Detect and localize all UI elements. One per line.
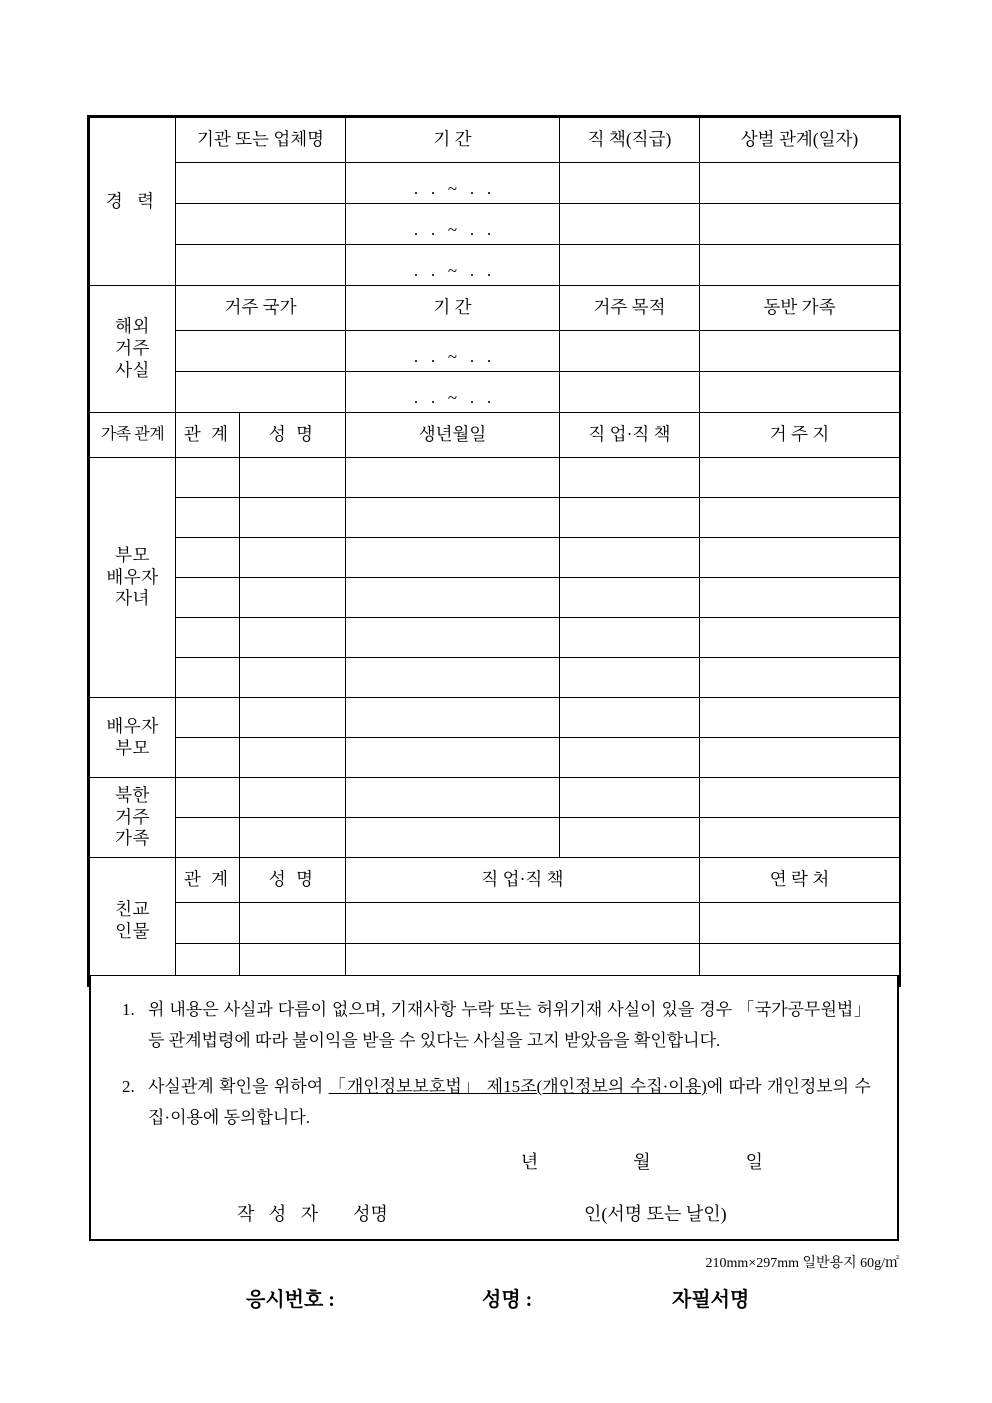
family-residence-cell[interactable]	[700, 658, 900, 698]
family-birthdate-cell[interactable]	[346, 818, 560, 858]
family-job-cell[interactable]	[560, 818, 700, 858]
family-residence-cell[interactable]	[700, 778, 900, 818]
overseas-label-line: 거주	[115, 338, 150, 359]
family-birthdate-cell[interactable]	[346, 778, 560, 818]
acquaintance-row	[90, 903, 900, 944]
family-relation-cell[interactable]	[176, 458, 240, 498]
declaration-block	[89, 975, 899, 1241]
paper-spec-label: 210mm×297mm 일반용지 60g/㎡	[705, 1256, 899, 1271]
family-job-cell[interactable]	[560, 458, 700, 498]
date-pattern: . . ~ . .	[413, 261, 492, 281]
family-group-label-line: 북한	[115, 784, 150, 805]
declaration-text-before: 사실관계 확인을 위하여	[148, 1076, 329, 1096]
acquaintance-label-line: 인물	[115, 921, 150, 941]
acquaintance-header-job: 직 업·직 책	[346, 858, 700, 903]
family-relation-cell[interactable]	[176, 778, 240, 818]
family-row	[90, 578, 900, 618]
family-name-cell[interactable]	[240, 698, 346, 738]
date-line	[117, 1148, 871, 1174]
career-header-period: 기 간	[346, 118, 560, 163]
acquaintance-header-contact: 연 락 처	[700, 858, 900, 903]
month-label: 월	[633, 1151, 651, 1172]
family-row	[90, 818, 900, 858]
applicant-name-label: 성명 :	[482, 1289, 533, 1311]
family-birthdate-cell[interactable]	[346, 738, 560, 778]
career-row	[90, 245, 900, 286]
family-header-row	[90, 413, 900, 458]
career-header-org: 기관 또는 업체명	[176, 118, 346, 163]
career-period-cell[interactable]	[346, 245, 560, 286]
overseas-label	[90, 286, 176, 413]
family-birthdate-cell[interactable]	[346, 538, 560, 578]
family-residence-cell[interactable]	[700, 578, 900, 618]
family-job-cell[interactable]	[560, 658, 700, 698]
family-group-label-line: 배우자	[106, 715, 159, 736]
overseas-purpose-cell[interactable]	[560, 372, 700, 413]
family-birthdate-cell[interactable]	[346, 578, 560, 618]
declaration-item-number: 1.	[122, 1000, 135, 1019]
career-org-cell[interactable]	[176, 204, 346, 245]
acquaintance-job-cell[interactable]	[346, 903, 700, 944]
family-job-cell[interactable]	[560, 498, 700, 538]
acquaintance-header-relation: 관 계	[176, 858, 240, 903]
family-group-label-line: 부모	[115, 737, 150, 758]
family-corner-label: 가족 관계	[90, 413, 176, 458]
family-group-label-line: 자녀	[115, 588, 150, 609]
overseas-label-line: 사실	[115, 359, 150, 380]
acquaintance-relation-cell[interactable]	[176, 903, 240, 944]
family-group-label-spouse-parents	[90, 698, 176, 778]
family-relation-cell[interactable]	[176, 818, 240, 858]
date-pattern: . . ~ . .	[413, 220, 492, 240]
overseas-period-cell[interactable]	[346, 331, 560, 372]
career-position-cell[interactable]	[560, 204, 700, 245]
career-header-awards: 상벌 관계(일자)	[700, 118, 900, 163]
family-header-relation: 관 계	[176, 413, 240, 458]
family-residence-cell[interactable]	[700, 458, 900, 498]
family-birthdate-cell[interactable]	[346, 658, 560, 698]
family-birthdate-cell[interactable]	[346, 698, 560, 738]
overseas-header-period: 기 간	[346, 286, 560, 331]
overseas-purpose-cell[interactable]	[560, 331, 700, 372]
main-form-table	[89, 117, 899, 985]
acquaintance-contact-cell[interactable]	[700, 903, 900, 944]
family-header-job: 직 업·직 책	[560, 413, 700, 458]
family-group-label-line: 거주	[115, 806, 150, 827]
family-group-label-line: 가족	[115, 828, 150, 849]
date-pattern: . . ~ . .	[413, 179, 492, 199]
career-header-position: 직 책(직급)	[560, 118, 700, 163]
family-relation-cell[interactable]	[176, 738, 240, 778]
family-row	[90, 738, 900, 778]
stamp-label: 인(서명 또는 날인)	[583, 1203, 727, 1224]
family-name-cell[interactable]	[240, 458, 346, 498]
family-job-cell[interactable]	[560, 698, 700, 738]
family-row	[90, 458, 900, 498]
family-relation-cell[interactable]	[176, 498, 240, 538]
declaration-text-after: 에 따라 개인정보의 수집·이용에 동의합니다.	[148, 1076, 871, 1128]
family-relation-cell[interactable]	[176, 538, 240, 578]
acquaintance-name-cell[interactable]	[240, 903, 346, 944]
family-residence-cell[interactable]	[700, 498, 900, 538]
overseas-family-cell[interactable]	[700, 372, 900, 413]
family-row	[90, 538, 900, 578]
declaration-item-2	[117, 1071, 871, 1134]
family-header-birthdate: 생년월일	[346, 413, 560, 458]
overseas-period-cell[interactable]	[346, 372, 560, 413]
family-name-cell[interactable]	[240, 778, 346, 818]
family-birthdate-cell[interactable]	[346, 458, 560, 498]
signature-line	[117, 1200, 871, 1226]
career-period-cell[interactable]	[346, 204, 560, 245]
overseas-label-line: 해외	[115, 316, 150, 337]
career-period-cell[interactable]	[346, 163, 560, 204]
career-org-cell[interactable]	[176, 163, 346, 204]
career-awards-cell[interactable]	[700, 245, 900, 286]
family-group-label-line: 부모	[115, 544, 150, 565]
family-row	[90, 658, 900, 698]
declaration-item-text: 위 내용은 사실과 다름이 없으며, 기재사항 누락 또는 허위기재 사실이 있을 경우 「국가공무원법」 등 관계법령에 따라 불이익을 받을 수 있다는 사실을 고지 받았음을 확인합니다.	[148, 1000, 871, 1051]
overseas-header-purpose: 거주 목적	[560, 286, 700, 331]
career-row	[90, 204, 900, 245]
family-birthdate-cell[interactable]	[346, 618, 560, 658]
family-relation-cell[interactable]	[176, 698, 240, 738]
family-relation-cell[interactable]	[176, 618, 240, 658]
acquaintance-label	[90, 858, 176, 985]
declaration-text-law-reference: 「개인정보보호법」 제15조(개인정보의 수집·이용)	[328, 1076, 707, 1096]
family-residence-cell[interactable]	[700, 738, 900, 778]
family-job-cell[interactable]	[560, 538, 700, 578]
family-name-cell[interactable]	[240, 538, 346, 578]
career-org-cell[interactable]	[176, 245, 346, 286]
overseas-country-cell[interactable]	[176, 331, 346, 372]
family-group-label-nk-family	[90, 778, 176, 858]
signature-name-label: 성명	[353, 1203, 388, 1224]
family-residence-cell[interactable]	[700, 818, 900, 858]
family-header-name: 성 명	[240, 413, 346, 458]
declaration-item-1	[117, 994, 871, 1057]
family-residence-cell[interactable]	[700, 618, 900, 658]
overseas-row	[90, 331, 900, 372]
family-name-cell[interactable]	[240, 618, 346, 658]
family-row	[90, 498, 900, 538]
family-relation-cell[interactable]	[176, 578, 240, 618]
family-name-cell[interactable]	[240, 818, 346, 858]
overseas-header-row	[90, 286, 900, 331]
career-position-cell[interactable]	[560, 245, 700, 286]
overseas-header-family: 동반 가족	[700, 286, 900, 331]
family-residence-cell[interactable]	[700, 538, 900, 578]
career-row	[90, 163, 900, 204]
acquaintance-header-name: 성 명	[240, 858, 346, 903]
acquaintance-header-row	[90, 858, 900, 903]
family-row	[90, 698, 900, 738]
overseas-header-country: 거주 국가	[176, 286, 346, 331]
exam-number-label: 응시번호 :	[246, 1289, 335, 1311]
family-group-label-parents	[90, 458, 176, 698]
date-pattern: . . ~ . .	[413, 347, 492, 367]
family-birthdate-cell[interactable]	[346, 498, 560, 538]
overseas-family-cell[interactable]	[700, 331, 900, 372]
career-position-cell[interactable]	[560, 163, 700, 204]
family-header-residence: 거 주 지	[700, 413, 900, 458]
family-job-cell[interactable]	[560, 578, 700, 618]
family-name-cell[interactable]	[240, 498, 346, 538]
handwritten-signature-label: 자필서명	[672, 1289, 750, 1311]
family-job-cell[interactable]	[560, 738, 700, 778]
family-relation-cell[interactable]	[176, 658, 240, 698]
family-job-cell[interactable]	[560, 618, 700, 658]
overseas-row	[90, 372, 900, 413]
declaration-item-text	[148, 1071, 871, 1134]
family-row	[90, 778, 900, 818]
family-row	[90, 618, 900, 658]
family-group-label-line: 배우자	[106, 566, 159, 587]
overseas-country-cell[interactable]	[176, 372, 346, 413]
family-name-cell[interactable]	[240, 578, 346, 618]
day-label: 일	[745, 1151, 763, 1172]
declaration-item-number: 2.	[122, 1076, 135, 1096]
career-awards-cell[interactable]	[700, 204, 900, 245]
year-label: 년	[520, 1151, 539, 1172]
career-label: 경 력	[90, 118, 176, 286]
family-residence-cell[interactable]	[700, 698, 900, 738]
career-awards-cell[interactable]	[700, 163, 900, 204]
family-name-cell[interactable]	[240, 658, 346, 698]
career-header-row	[90, 118, 900, 163]
writer-label: 작 성 자	[237, 1203, 324, 1224]
acquaintance-label-line: 친교	[115, 899, 150, 920]
family-job-cell[interactable]	[560, 778, 700, 818]
date-pattern: . . ~ . .	[413, 388, 492, 408]
family-name-cell[interactable]	[240, 738, 346, 778]
